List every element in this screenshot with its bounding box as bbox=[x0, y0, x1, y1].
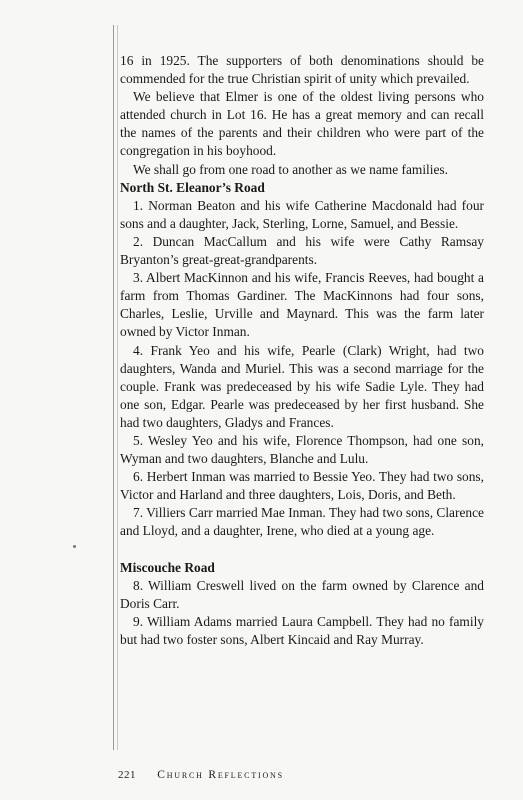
paragraph: 7. Villiers Carr married Mae Inman. They had two sons, Clarence and Lloyd, and a daughter, Irene, who died at a young age. bbox=[120, 505, 484, 539]
margin-rule bbox=[113, 25, 114, 750]
paragraph: 16 in 1925. The supporters of both denominations should be commended for the true Christian spirit of unity which prevailed. bbox=[120, 53, 484, 87]
page-number: 221 bbox=[118, 769, 136, 781]
margin-rule-inner bbox=[117, 25, 118, 750]
paragraph: 8. William Creswell lived on the farm owned by Clarence and Doris Carr. bbox=[120, 577, 484, 611]
body-text bbox=[120, 52, 484, 649]
paragraph: 1. Norman Beaton and his wife Catherine Macdonald had four sons and a daughter, Jack, Sterling, Lorne, Samuel, and Bessie. bbox=[120, 197, 484, 231]
paragraph: 9. William Adams married Laura Campbell. They had no family but had two foster sons, Albert Kincaid and Ray Murray. bbox=[120, 613, 484, 647]
paragraph: 5. Wesley Yeo and his wife, Florence Thompson, had one son, Wyman and two daughters, Blanche and Lulu. bbox=[120, 432, 484, 467]
paragraph: 4. Frank Yeo and his wife, Pearle (Clark) Wright, had two daughters, Wanda and Muriel. This was a second marriage for the couple. Frank was predeceased by his wife Sadie Lyle. They had one son, Edgar. Pearle was predeceased by her first husband. She had two daughters, Gladys and Frances. bbox=[120, 342, 484, 430]
paragraph: 3. Albert MacKinnon and his wife, Francis Reeves, had bought a farm from Thomas Gardiner. The MacKinnons had four sons, Charles, Leslie, Urville and Maynard. This was the farm later owned by Victor Inman. bbox=[120, 270, 484, 340]
page-footer bbox=[118, 769, 284, 781]
scan-speck bbox=[73, 545, 76, 548]
section-heading: Miscouche Road bbox=[120, 559, 215, 575]
paragraph: 6. Herbert Inman was married to Bessie Yeo. They had two sons, Victor and Harland and three daughters, Lois, Doris, and Beth. bbox=[120, 469, 484, 503]
paragraph: We believe that Elmer is one of the oldest living persons who attended church in Lot 16. He has a great memory and can recall the names of the parents and their children who were part of the congregation in his boyhood. bbox=[120, 89, 484, 159]
section-heading: North St. Eleanor’s Road bbox=[120, 179, 265, 195]
paragraph: 2. Duncan MacCallum and his wife were Cathy Ramsay Bryanton’s great-great-grandparents. bbox=[120, 233, 484, 268]
running-title: Church Reflections bbox=[157, 769, 284, 781]
paragraph: We shall go from one road to another as we name families. bbox=[133, 161, 448, 177]
